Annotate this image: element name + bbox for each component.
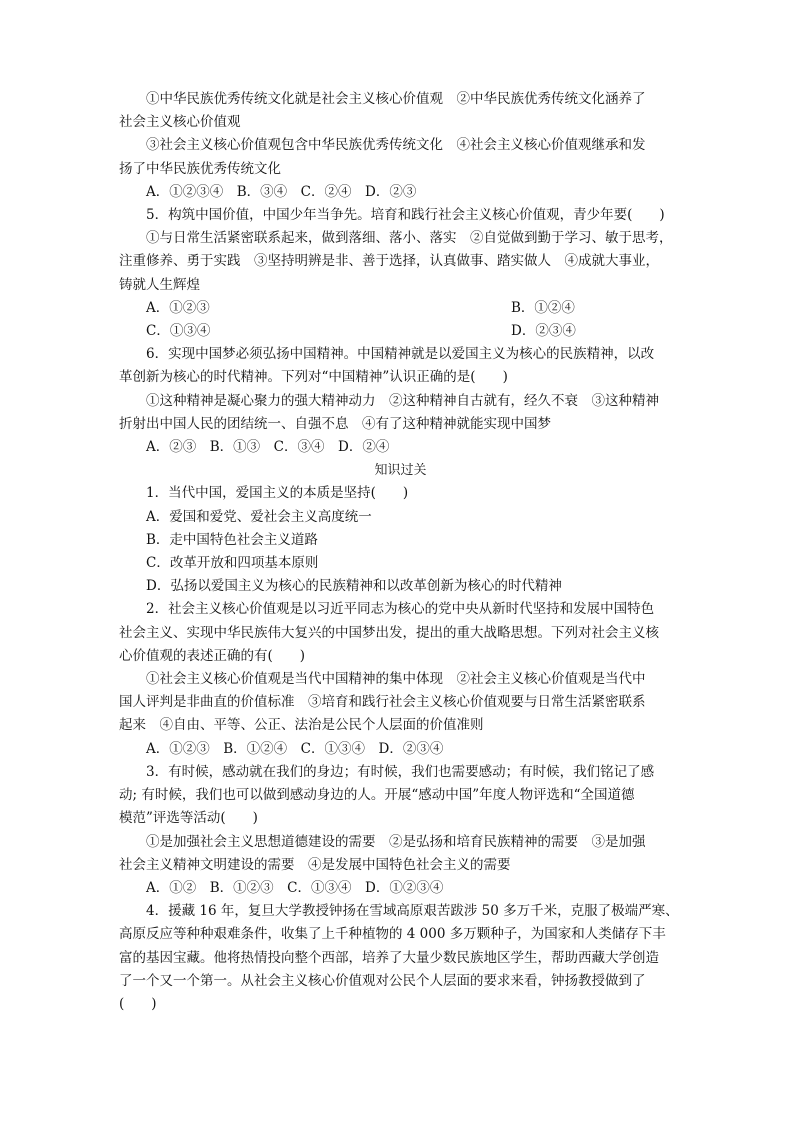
k2-option-line: ①社会主义核心价值观是当代中国精神的集中体现 ②社会主义核心价值观是当代中 xyxy=(146,671,646,688)
k2-stem: 2．社会主义核心价值观是以习近平同志为核心的党中央从新时代坚持和发展中国特色 xyxy=(146,601,655,618)
k3-stem: 3．有时候，感动就在我们的身边；有时候，我们也需要感动；有时候，我们铭记了感 xyxy=(146,763,655,780)
k1-answer-d: D．弘扬以爱国主义为核心的民族精神和以改革创新为核心的时代精神 xyxy=(146,578,562,595)
q4-option-line: ③社会主义核心价值观包含中华民族优秀传统文化 ④社会主义核心价值观继承和发 xyxy=(146,137,646,154)
q5-answer-a: A．①②③ xyxy=(146,299,210,316)
k3-option-line: ①是加强社会主义思想道德建设的需要 ②是弘扬和培育民族精神的需要 ③是加强 xyxy=(146,833,646,850)
q5-answer-b: B．①②④ xyxy=(511,299,575,316)
section-title: 知识过关 xyxy=(374,463,427,479)
k2-option-line: 国人评判是非曲直的价值标准 ③培育和践行社会主义核心价值观要与日常生活紧密联系 xyxy=(119,694,646,711)
q5-option-line: 注重修养、勇于实践 ③坚持明辨是非、善于选择，认真做事、踏实做人 ④成就大事业， xyxy=(119,253,659,270)
q5-answer-row xyxy=(119,320,682,343)
q5-option-line: 铸就人生辉煌 xyxy=(119,276,200,293)
k1-answer-a: A．爱国和爱党、爱社会主义高度统一 xyxy=(146,508,372,525)
k4-stem: 富的基因宝藏。他将热情投向整个西部，培养了大量少数民族地区学生，帮助西藏大学创造 xyxy=(119,949,659,966)
k3-stem: 模范”评选等活动( ) xyxy=(119,810,258,827)
q6-stem: 6．实现中国梦必须弘扬中国精神。中国精神就是以爱国主义为核心的民族精神，以改 xyxy=(146,346,655,363)
k3-answer-choices: A．①② B．①②③ C．①③④ D．①②③④ xyxy=(146,879,444,896)
k4-stem: 4．援藏 16 年，复旦大学教授钟扬在雪域高原艰苦跋涉 50 多万千米，克服了极端严寒、 xyxy=(146,903,679,920)
k4-stem: 了一个又一个第一。从社会主义核心价值观对公民个人层面的要求来看，钟扬教授做到了 xyxy=(119,972,646,989)
q5-answer-c: C．①③④ xyxy=(146,323,211,340)
k1-answer-c: C．改革开放和四项基本原则 xyxy=(146,555,319,572)
exam-page xyxy=(119,88,682,1016)
k3-option-line: 社会主义精神文明建设的需要 ④是发展中国特色社会主义的需要 xyxy=(119,856,511,873)
k2-option-line: 起来 ④自由、平等、公正、法治是公民个人层面的价值准则 xyxy=(119,717,484,734)
q5-option-line: ①与日常生活紧密联系起来，做到落细、落小、落实 ②自觉做到勤于学习、敏于思考， xyxy=(146,230,673,247)
k2-stem: 社会主义、实现中华民族伟大复兴的中国梦出发，提出的重大战略思想。下列对社会主义核 xyxy=(119,624,659,641)
k3-stem: 动; 有时候，我们也可以做到感动身边的人。开展“感动中国”年度人物评选和“全国道德 xyxy=(119,787,635,804)
k2-stem: 心价值观的表述正确的有( ) xyxy=(119,647,306,664)
q5-answer-row xyxy=(119,297,682,320)
q6-option-line: 折射出中国人民的团结统一、自强不息 ④有了这种精神就能实现中国梦 xyxy=(119,415,551,432)
q6-option-line: ①这种精神是凝心聚力的强大精神动力 ②这种精神自古就有，经久不衰 ③这种精神 xyxy=(146,392,659,409)
q4-option-line: 扬了中华民族优秀传统文化 xyxy=(119,160,281,177)
k2-answer-choices: A．①②③ B．①②④ C．①③④ D．②③④ xyxy=(146,740,444,757)
q4-option-line: ①中华民族优秀传统文化就是社会主义核心价值观 ②中华民族优秀传统文化涵养了 xyxy=(146,91,646,107)
q6-answer-choices: A．②③ B．①③ C．③④ D．②④ xyxy=(146,439,390,456)
k4-stem: 高原反应等种种艰难条件，收集了上千种植物的 4 000 多万颗种子，为国家和人类储存下丰 xyxy=(119,926,666,943)
q5-answer-d: D．②③④ xyxy=(511,323,576,340)
k1-answer-b: B．走中国特色社会主义道路 xyxy=(146,531,318,548)
k4-answer-blank: ( ) xyxy=(119,995,157,1012)
q5-stem: 5．构筑中国价值，中国少年当争先。培育和践行社会主义核心价值观，青少年要( ) xyxy=(146,207,665,224)
q6-stem: 革创新为核心的时代精神。下列对“中国精神”认识正确的是( ) xyxy=(119,369,508,386)
q4-option-line: 社会主义核心价值观 xyxy=(119,114,241,131)
q4-answer-choices: A．①②③④ B．③④ C．②④ D．②③ xyxy=(146,183,417,200)
k1-stem: 1．当代中国，爱国主义的本质是坚持( ) xyxy=(146,485,409,502)
